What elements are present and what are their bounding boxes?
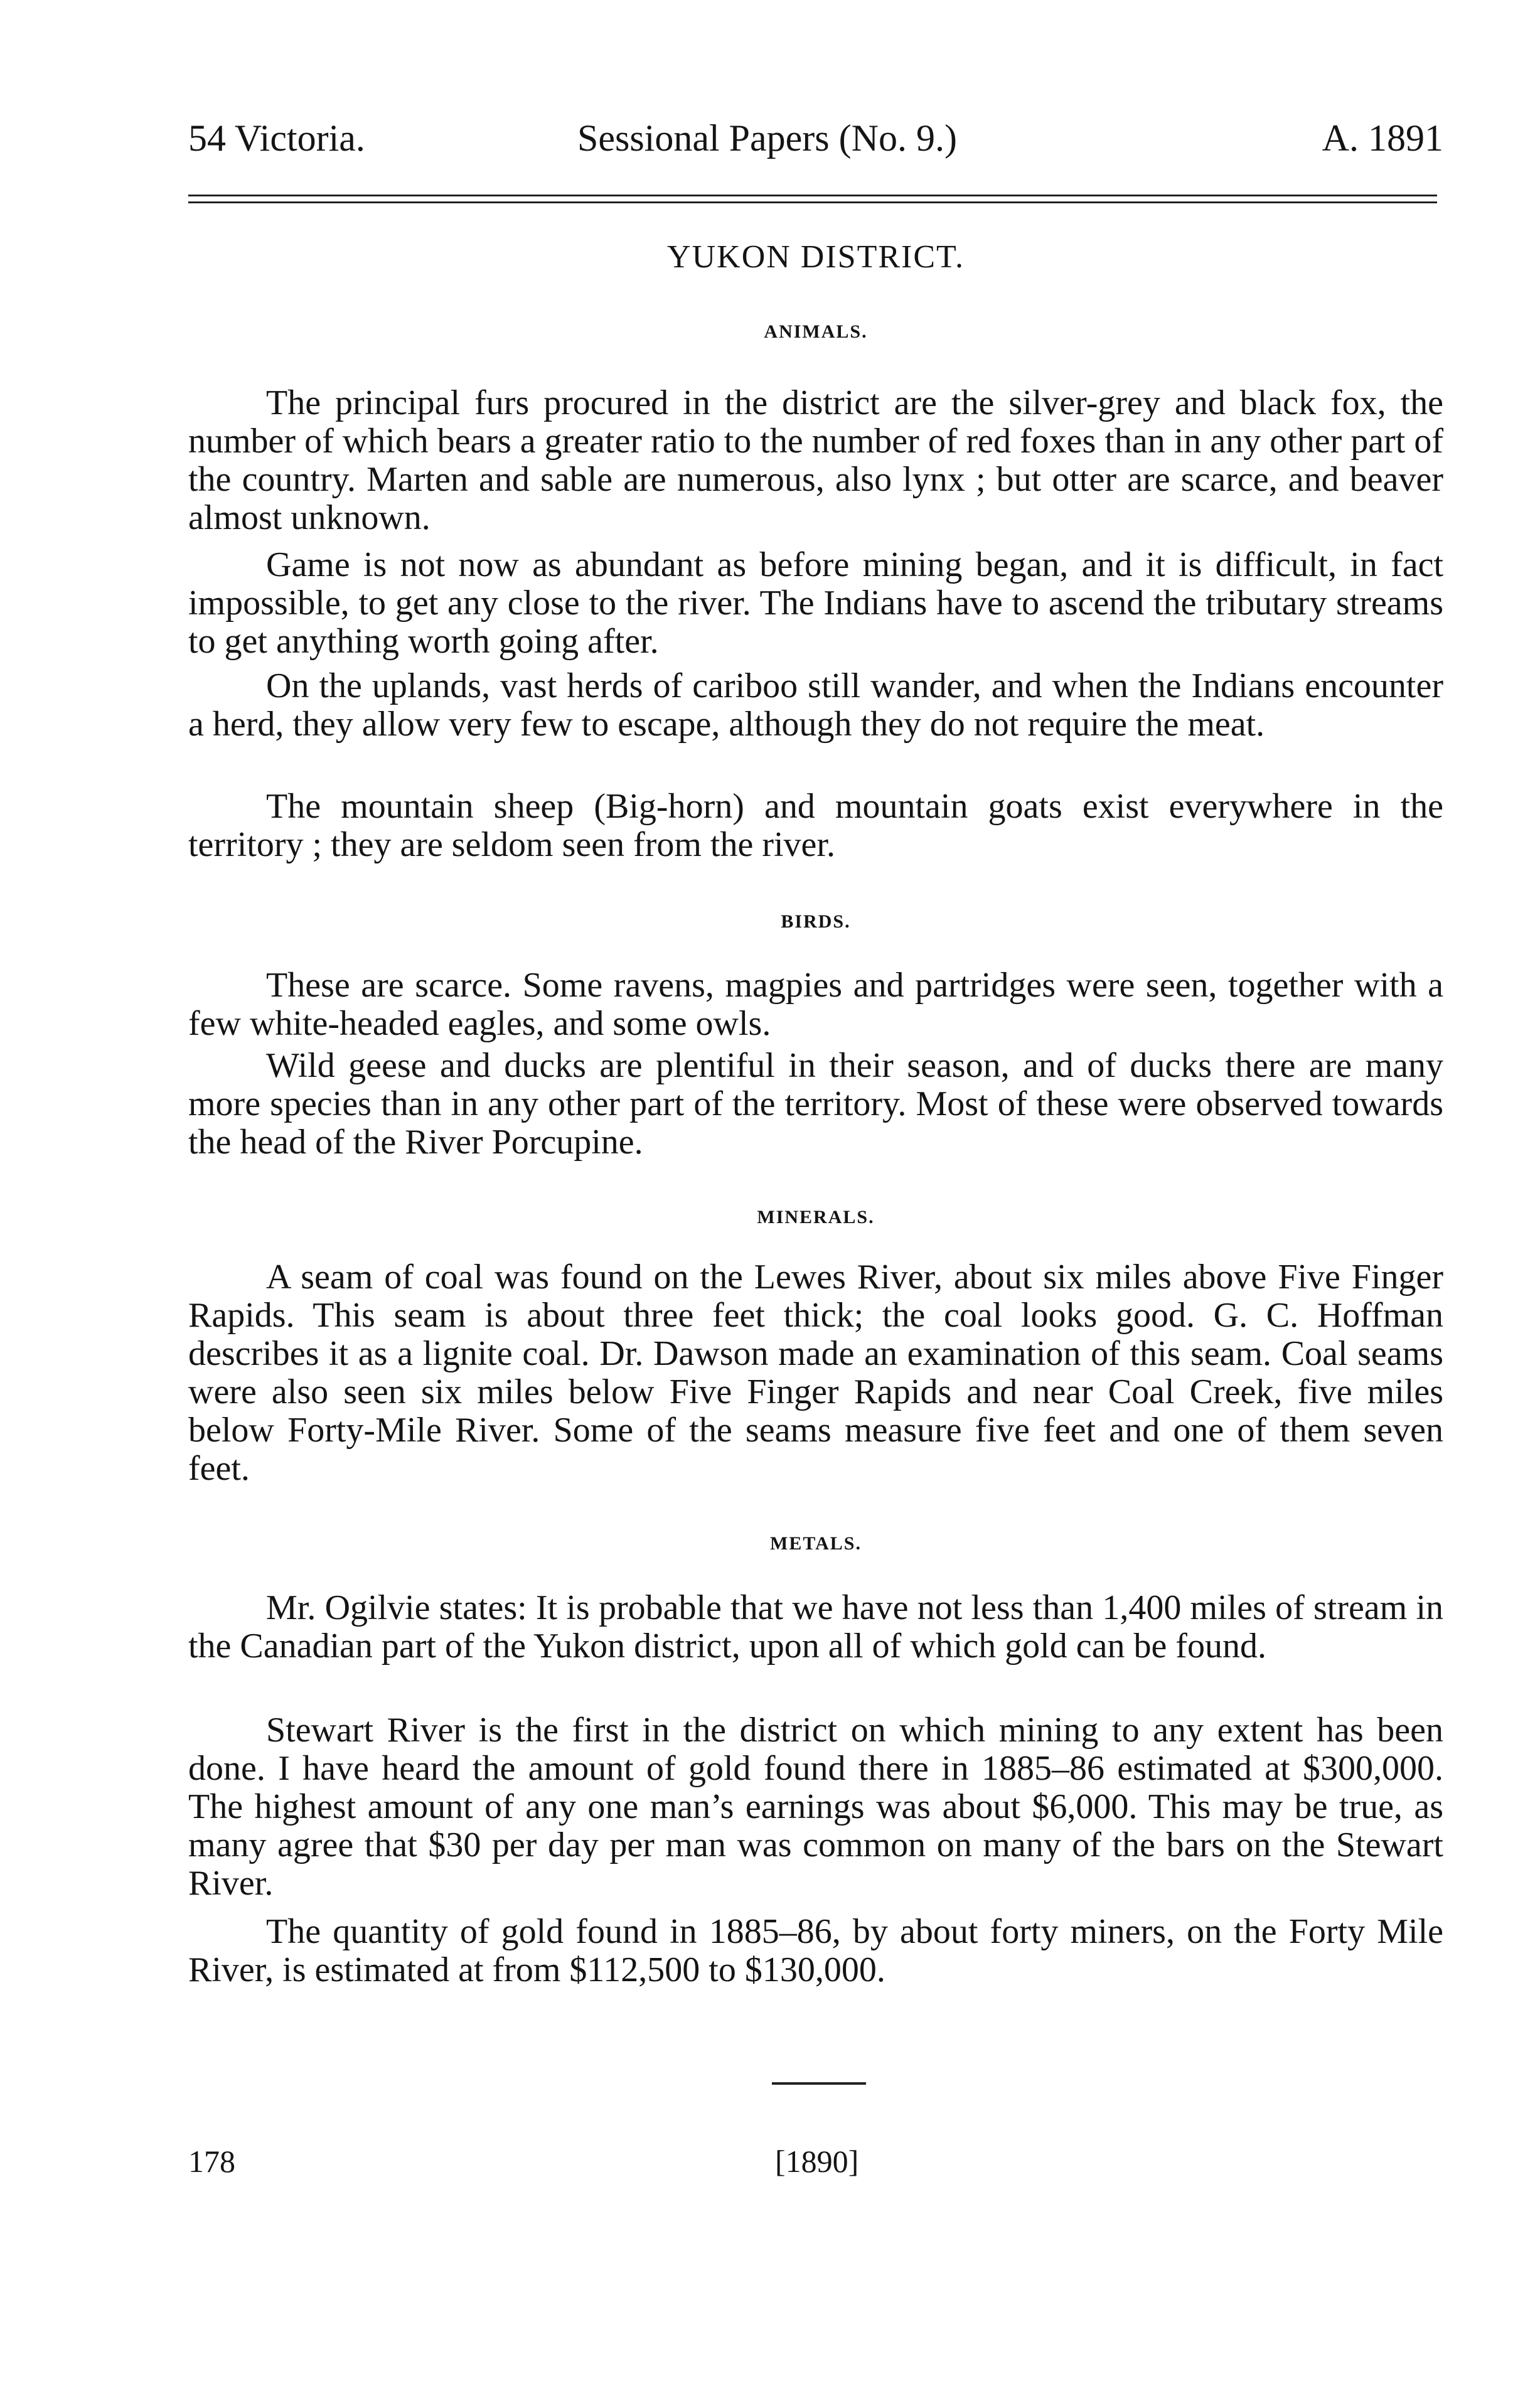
paragraph-animals-4: The mountain sheep (Big-horn) and mountain goats exist everywhere in the territory ; they are seldom seen from the river.	[188, 787, 1443, 864]
running-head	[188, 113, 1443, 163]
paragraph-birds-2: Wild geese and ducks are plentiful in their season, and of ducks there are many more species than in any other part of the territory. Most of these were observed towards the head of the River Porcupine.	[188, 1046, 1443, 1162]
paragraph-metals-1: Mr. Ogilvie states: It is probable that we have not less than 1,400 miles of stream in the Canadian part of the Yukon district, upon all of which gold can be found.	[188, 1588, 1443, 1666]
section-heading-minerals: MINERALS.	[757, 1207, 875, 1227]
paragraph-metals-2: Stewart River is the first in the district on which mining to any extent has been done. I have heard the amount of gold found there in 1885–86 estimated at $300,000. The highest amount of any one man’s earnings was about $6,000. This may be true, as many agree that $30 per day per man was common on many of the bars on the Stewart River.	[188, 1711, 1443, 1903]
header-double-rule	[188, 195, 1437, 203]
footer-year: [1890]	[775, 2144, 859, 2179]
paragraph-minerals-1: A seam of coal was found on the Lewes River, about six miles above Five Finger Rapids. This seam is about three feet thick; the coal looks good. G. C. Hoffman describes it as a lignite coal. Dr. Dawson made an examination of this seam. Coal seams were also seen six miles below Five Finger Rapids and near Coal Creek, five miles below Forty-Mile River. Some of the seams measure five feet and one of them seven feet.	[188, 1258, 1443, 1488]
section-heading-birds: BIRDS.	[781, 911, 851, 932]
running-head-center: Sessional Papers (No. 9.)	[577, 117, 957, 159]
section-heading-metals: METALS.	[770, 1533, 862, 1554]
closing-rule	[772, 2082, 866, 2085]
paragraph-metals-3: The quantity of gold found in 1885–86, by about forty miners, on the Forty Mile River, is estimated at from $112,500 to $130,000.	[188, 1912, 1443, 1989]
paragraph-animals-3: On the uplands, vast herds of cariboo still wander, and when the Indians encounter a herd, they allow very few to escape, although they do not require the meat.	[188, 666, 1443, 744]
running-head-right: A. 1891	[1322, 117, 1443, 159]
page-title: YUKON DISTRICT.	[667, 239, 965, 275]
running-head-left: 54 Victoria.	[188, 117, 365, 159]
paragraph-animals-1: The principal furs procured in the district are the silver-grey and black fox, the number of which bears a greater ratio to the number of red foxes than in any other part of the country. Marten and sable are numerous, also lynx ; but otter are scarce, and beaver almost unknown.	[188, 383, 1443, 537]
page-number: 178	[188, 2144, 235, 2179]
paragraph-birds-1: These are scarce. Some ravens, magpies and partridges were seen, together with a few white-headed eagles, and some owls.	[188, 966, 1443, 1043]
paragraph-animals-2: Game is not now as abundant as before mining began, and it is difficult, in fact impossible, to get any close to the river. The Indians have to ascend the tributary streams to get anything worth going after.	[188, 545, 1443, 661]
document-page	[188, 0, 1443, 2396]
section-heading-animals: ANIMALS.	[764, 321, 868, 342]
